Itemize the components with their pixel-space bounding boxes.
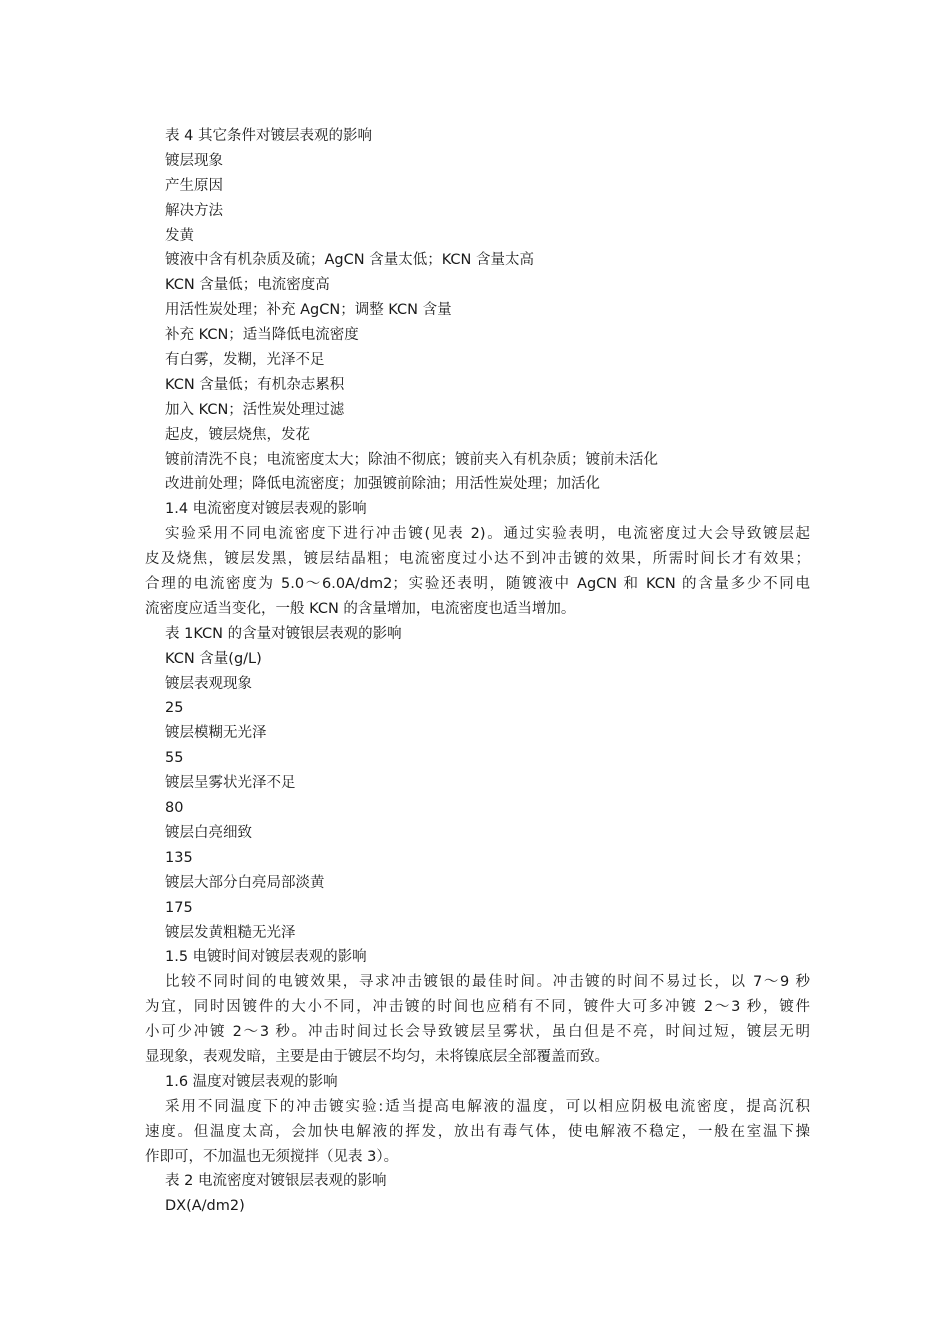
paragraph-line: 小可少冲镀 2～3 秒。冲击时间过长会导致镀层呈雾状，虽白但是不亮，时间过短，镀层无明 (145, 1024, 810, 1041)
paragraph-line: 比较不同时间的电镀效果，寻求冲击镀银的最佳时间。冲击镀的时间不易过长，以 7～9 秒 (165, 974, 810, 991)
table1-cell: 镀层模糊无光泽 (165, 725, 267, 742)
paragraph-line: 为宜，同时因镀件的大小不同，冲击镀的时间也应稍有不同，镀件大可多冲镀 2～3 秒，镀件 (145, 999, 810, 1016)
table4-title: 表 4 其它条件对镀层表观的影响 (165, 128, 372, 144)
paragraph-line: 皮及烧焦，镀层发黑，镀层结晶粗；电流密度过小达不到冲击镀的效果，所需时间长才有效果； (145, 551, 810, 568)
table1-cell: 镀层呈雾状光泽不足 (165, 775, 296, 792)
table4-cell: 改进前处理；降低电流密度；加强镀前除油；用活性炭处理；加活化 (165, 476, 600, 493)
table4-cell: 有白雾，发糊，光泽不足 (165, 352, 325, 369)
paragraph-line: 显现象，表观发暗，主要是由于镀层不均匀，未将镍底层全部覆盖而致。 (145, 1048, 609, 1065)
paragraph-temperature (145, 1095, 810, 1170)
table2-header-dx: DX(A/dm2) (165, 1198, 245, 1215)
table4-cell: 镀液中含有机杂质及硫；AgCN 含量太低；KCN 含量太高 (165, 252, 534, 269)
table1-title: 表 1KCN 的含量对镀银层表观的影响 (165, 625, 402, 642)
table1-cell: 镀层发黄粗糙无光泽 (165, 924, 296, 941)
table1-cell: 镀层大部分白亮局部淡黄 (165, 874, 325, 891)
paragraph-line: 速度。但温度太高，会加快电解液的挥发，放出有毒气体，使电解液不稳定，一般在室温下操 (145, 1123, 810, 1140)
paragraph-line: 合理的电流密度为 5.0～6.0A/dm2；实验还表明，随镀液中 AgCN 和 KCN 的含量多少不同电 (145, 576, 810, 593)
table1-cell: 55 (165, 750, 184, 767)
table4-cell: KCN 含量低；有机杂志累积 (165, 376, 345, 393)
table4-header-solution: 解决方法 (165, 202, 223, 219)
table4-cell: KCN 含量低；电流密度高 (165, 277, 330, 294)
section-heading-1-5: 1.5 电镀时间对镀层表观的影响 (165, 949, 367, 966)
table4-cell: 用活性炭处理；补充 AgCN；调整 KCN 含量 (165, 302, 452, 319)
table1-cell: 25 (165, 700, 184, 717)
table4-cell: 镀前清洗不良；电流密度太大；除油不彻底；镀前夹入有机杂质；镀前未活化 (165, 451, 658, 468)
paragraph-line: 实验采用不同电流密度下进行冲击镀(见表 2)。通过实验表明，电流密度过大会导致镀层起 (165, 526, 810, 543)
table1-header-appearance: 镀层表观现象 (165, 675, 252, 692)
paragraph-line: 采用不同温度下的冲击镀实验:适当提高电解液的温度，可以相应阴极电流密度，提高沉积 (165, 1098, 810, 1115)
paragraph-line: 作即可，不加温也无须搅拌（见表 3）。 (145, 1148, 399, 1165)
document-body (145, 124, 810, 1219)
table4-header-phenomenon: 镀层现象 (165, 152, 223, 169)
table1-header-kcn: KCN 含量(g/L) (165, 650, 262, 667)
table4-cell: 补充 KCN；适当降低电流密度 (165, 327, 359, 344)
paragraph-line: 流密度应适当变化，一般 KCN 的含量增加，电流密度也适当增加。 (145, 600, 576, 617)
table1-cell: 135 (165, 849, 193, 866)
paragraph-current-density (145, 522, 810, 622)
table1-cell: 175 (165, 899, 193, 916)
table4-cell: 加入 KCN；活性炭处理过滤 (165, 401, 345, 418)
table2-title: 表 2 电流密度对镀银层表观的影响 (165, 1173, 387, 1190)
table1-cell: 80 (165, 800, 184, 817)
paragraph-plating-time (145, 970, 810, 1070)
table4-cell: 起皮，镀层烧焦，发花 (165, 426, 310, 443)
section-heading-1-4: 1.4 电流密度对镀层表观的影响 (165, 501, 367, 518)
section-heading-1-6: 1.6 温度对镀层表观的影响 (165, 1073, 338, 1090)
table4-header-cause: 产生原因 (165, 177, 223, 194)
table4-cell: 发黄 (165, 227, 194, 244)
table1-cell: 镀层白亮细致 (165, 824, 252, 841)
